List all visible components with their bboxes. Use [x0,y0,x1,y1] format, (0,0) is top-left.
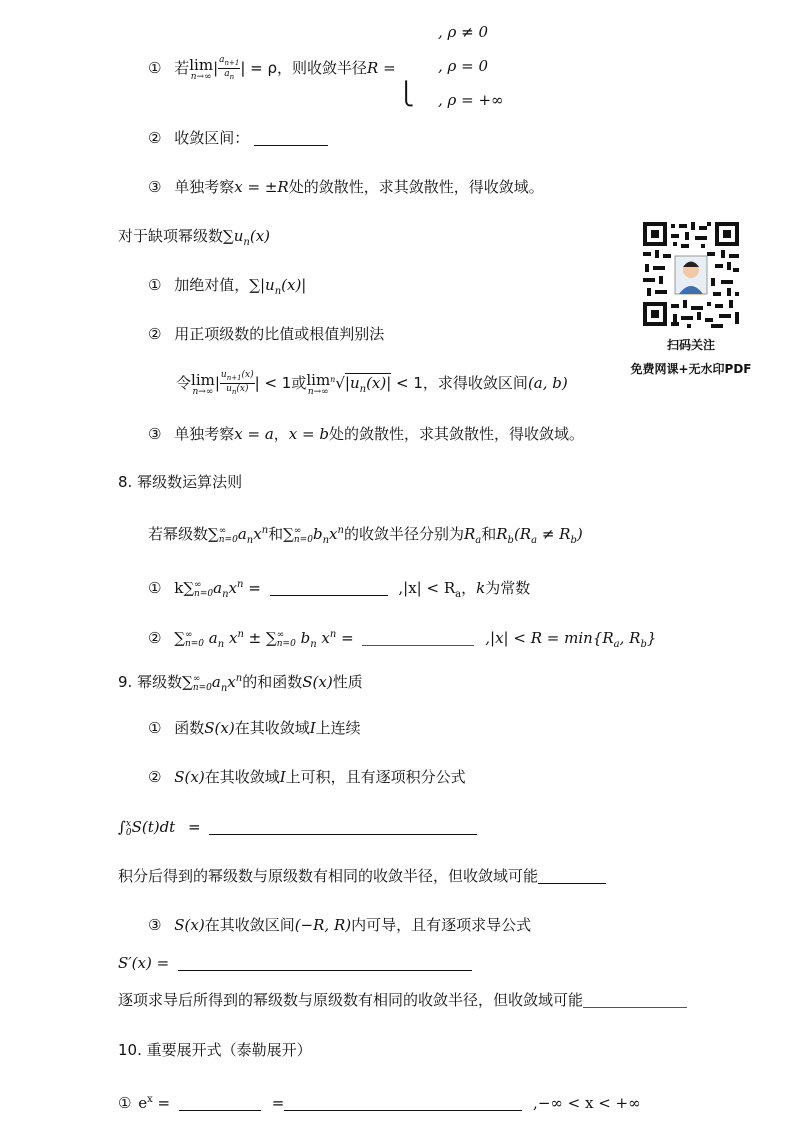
ratio-root-step-line: ② 用正项级数的比值或根值判别法 [148,325,385,343]
section-10-title: 10. 重要展开式（泰勒展开） [118,1041,312,1059]
case-rho-infinity: , ρ = +∞ [438,91,504,109]
qr-code-icon[interactable] [641,220,741,328]
integral-formula: ∫ x 0 S(t)dt = [118,817,477,838]
case-rho-zero: , ρ = 0 [438,57,489,75]
section-9-title: 9. 幂级数∑ ∞ n=0 $a_nx^n$的和函数S(x)性质 [118,673,363,694]
derivative-domain-blank[interactable] [583,991,687,1008]
property-integrable: ② S(x)在其收敛域I上可积，且有逐项积分公式 [148,768,466,786]
case-rho-nonzero: , ρ ≠ 0 [438,23,489,41]
abs-step-line: ① 加绝对值，$\sum|u_n(x)|$ [148,276,307,297]
limit-symbol: lim n→∞ [189,55,214,82]
integral-blank[interactable] [209,818,477,835]
qr-caption-free: 免费网课+无水印PDF [630,362,752,376]
derivative-note: 逐项求导后所得到的幂级数与原级数有相同的收敛半径，但收敛域可能 [118,990,687,1010]
integral-note: 积分后得到的幂级数与原级数有相同的收敛半径，但收敛域可能 [118,866,606,886]
exp-expansion-line: ① $e^x$ = = ,−∞ < x < +∞ [118,1094,641,1112]
rule-scalar-line: ① k∑ ∞ n=0 $a_nx^n = ,|x| < R_a$，k为常数 [148,579,531,600]
endpoint-ab-line: ③ 单独考察x = a，x = b处的敛散性，求其敛散性，得收敛域。 [148,425,584,443]
section-8-intro: 若幂级数∑ ∞ n=0 $a_nx^n$和∑ ∞ n=0 $b_nx^n$的收敛半径分别为$R_a$和$R_b(R_a \ne R_b)$ [148,525,583,546]
exp-blank-1[interactable] [179,1094,261,1111]
root-test-line: ① 若lim n→∞ | $\frac{a_{n+1}}{a_n}$ | = ρ，则收敛半径R = [148,55,396,82]
derivative-formula: S′(x) = [118,953,472,973]
sum-rule-blank[interactable] [362,629,474,646]
integral-domain-blank[interactable] [538,867,606,884]
property-continuous: ① 函数S(x)在其收敛域I上连续 [148,719,361,737]
ratio-root-formula: 令lim n→∞ | $\frac{u_{n+1}(x)}{u_n(x)}$ | < 1或lim n→∞ $^n√|u_n(x)| < 1$，求得收敛区间(a, b) [176,370,568,397]
exp-blank-2[interactable] [284,1094,522,1111]
ratio-fraction: $\frac{a_{n+1}}{a_n}$ [219,55,240,81]
derivative-blank[interactable] [178,954,472,971]
marker: ① [148,58,162,77]
section-8-title: 8. 幂级数运算法则 [118,473,243,491]
rule-sum-line: ② ∑ ∞ n=0 $a_n$ $x^n$ ± ∑ ∞ n=0 $b_n$ $x^n = ,|x| < R = \min\{R_a$, $R_b$} [148,629,657,650]
property-differentiable: ③ S(x)在其收敛区间(−R, R)内可导，且有逐项求导公式 [148,916,532,934]
scalar-rule-blank[interactable] [270,579,388,596]
left-brace: ⎩ [398,82,415,107]
missing-series-heading: 对于缺项幂级数$\sum u_n(x)$ [118,227,271,248]
qr-code-block[interactable] [620,212,762,382]
endpoint-check-line: ③ 单独考察x = ±R处的敛散性，求其敛散性，得收敛域。 [148,178,544,196]
qr-caption-follow: 扫码关注 [666,338,715,352]
convergence-interval-line: ② 收敛区间： [148,128,328,148]
interval-blank[interactable] [254,129,328,146]
